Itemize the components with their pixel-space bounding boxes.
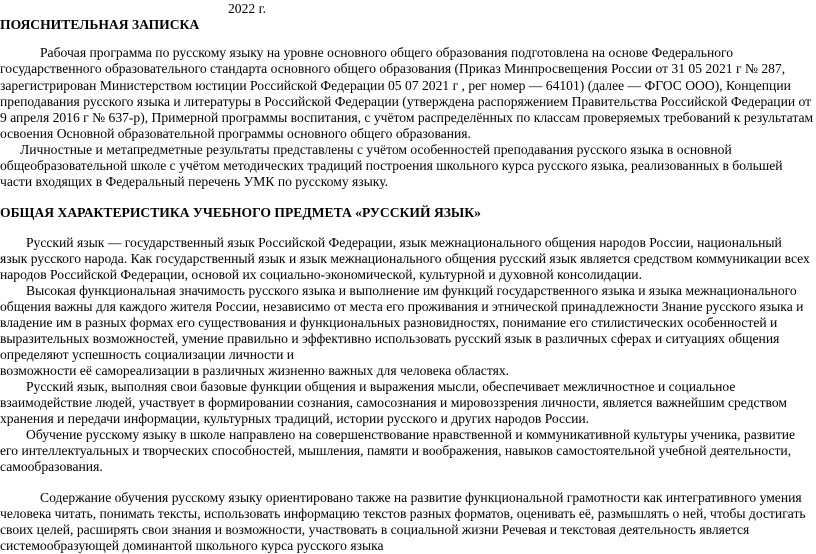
paragraph-line: своих целей, расширять свои знания и возможности, участвовать в социальной жизни Речевая и текстовая деятельность является bbox=[0, 522, 750, 537]
paragraph-line: человека читать, понимать тексты, использовать информацию текстов разных форматов, оценивать её, размышлять о ней, чтобы достигать bbox=[0, 506, 806, 521]
paragraph-line: Содержание обучения русскому языку ориентировано также на развитие функциональной грамотности как интегративного умения bbox=[40, 490, 802, 505]
paragraph-line: Личностные и метапредметные результаты представлены с учётом особенностей преподавания русского языка в основной bbox=[20, 142, 732, 157]
paragraph-line: определяют успешность социализации личности и bbox=[0, 347, 295, 362]
paragraph-line: освоения Основной образовательной программы основного общего образования. bbox=[0, 126, 471, 141]
paragraph-line: выразительных возможностей, умение правильно и эффективно использовать русский язык в различных сферах и ситуациях общения bbox=[0, 331, 780, 346]
paragraph-line: его интеллектуальных и творческих способностей, мышления, памяти и воображения, навыков самостоятельной учебной деятельности, bbox=[0, 443, 792, 458]
paragraph-line: преподавания русского языка и литературы в Российской Федерации (утверждена распоряжением Правительства Российской Федерации от bbox=[0, 94, 812, 109]
paragraph-line: самообразования. bbox=[0, 459, 103, 474]
paragraph-line: 9 апреля 2016 г № 637-р), Примерной программы воспитания, с учётом распределённых по классам проверяемых требований к результатам bbox=[0, 110, 814, 125]
paragraph-line: части входящих в Федеральный перечень УМК по русскому языку. bbox=[0, 174, 389, 189]
year-line: 2022 г. bbox=[228, 1, 267, 16]
paragraph-line: Высокая функциональная значимость русского языка и выполнение им функций государственного языка и языка межнационального bbox=[26, 283, 797, 298]
paragraph-line: возможности её самореализации в различных жизненно важных для человека областях. bbox=[0, 363, 510, 378]
paragraph-line: владение им в разных формах его существования и функциональных разновидностях, понимание его стилистических особенностей и bbox=[0, 315, 778, 330]
paragraph-line: Русский язык, выполняя свои базовые функции общения и выражения мысли, обеспечивает межличностное и социальное bbox=[26, 379, 736, 394]
paragraph-line: хранения и передачи информации, культурных традиций, истории русского и других народов России. bbox=[0, 411, 590, 426]
paragraph-line: зарегистрирован Министерством юстиции Российской Федерации 05 07 2021 г , рег номер — 64101) (далее — ФГОС ООО), Концепции bbox=[0, 78, 791, 93]
paragraph-line: Русский язык — государственный язык Российской Федерации, язык межнационального общения народов России, национальный bbox=[26, 235, 782, 250]
paragraph-line: государственного образовательного стандарта основного общего образования (Приказ Минпросвещения России от 31 05 2021 г № 287, bbox=[0, 61, 786, 76]
paragraph-line: Обучение русскому языку в школе направлено на совершенствование нравственной и коммуникативной культуры ученика, развитие bbox=[26, 427, 796, 442]
paragraph-line: взаимодействие людей, участвует в формировании сознания, самосознания и мировоззрения личности, является важнейшим средством bbox=[0, 395, 787, 410]
paragraph-line: общеобразовательной школе с учётом методических традиций построения школьного курса русского языка, реализованных в большей bbox=[0, 158, 783, 173]
heading-subject-characteristics: ОБЩАЯ ХАРАКТЕРИСТИКА УЧЕБНОГО ПРЕДМЕТА «РУССКИЙ ЯЗЫК» bbox=[0, 205, 481, 220]
paragraph-line: Рабочая программа по русскому языку на уровне основного общего образования подготовлена на основе Федерального bbox=[40, 45, 734, 60]
heading-explanatory-note: ПОЯСНИТЕЛЬНАЯ ЗАПИСКА bbox=[0, 17, 200, 32]
paragraph-line: народов Российской Федерации, основой их социально-экономической, культурной и духовной консолидации. bbox=[0, 267, 642, 282]
paragraph-line: язык русского народа. Как государственный язык и язык межнационального общения русский язык является средством коммуникации всех bbox=[0, 251, 810, 266]
paragraph-line: общения важны для каждого жителя России, независимо от места его проживания и этнической принадлежности Знание русского языка и bbox=[0, 299, 804, 314]
paragraph-line: системообразующей доминантой школьного курса русского языка bbox=[0, 538, 384, 553]
